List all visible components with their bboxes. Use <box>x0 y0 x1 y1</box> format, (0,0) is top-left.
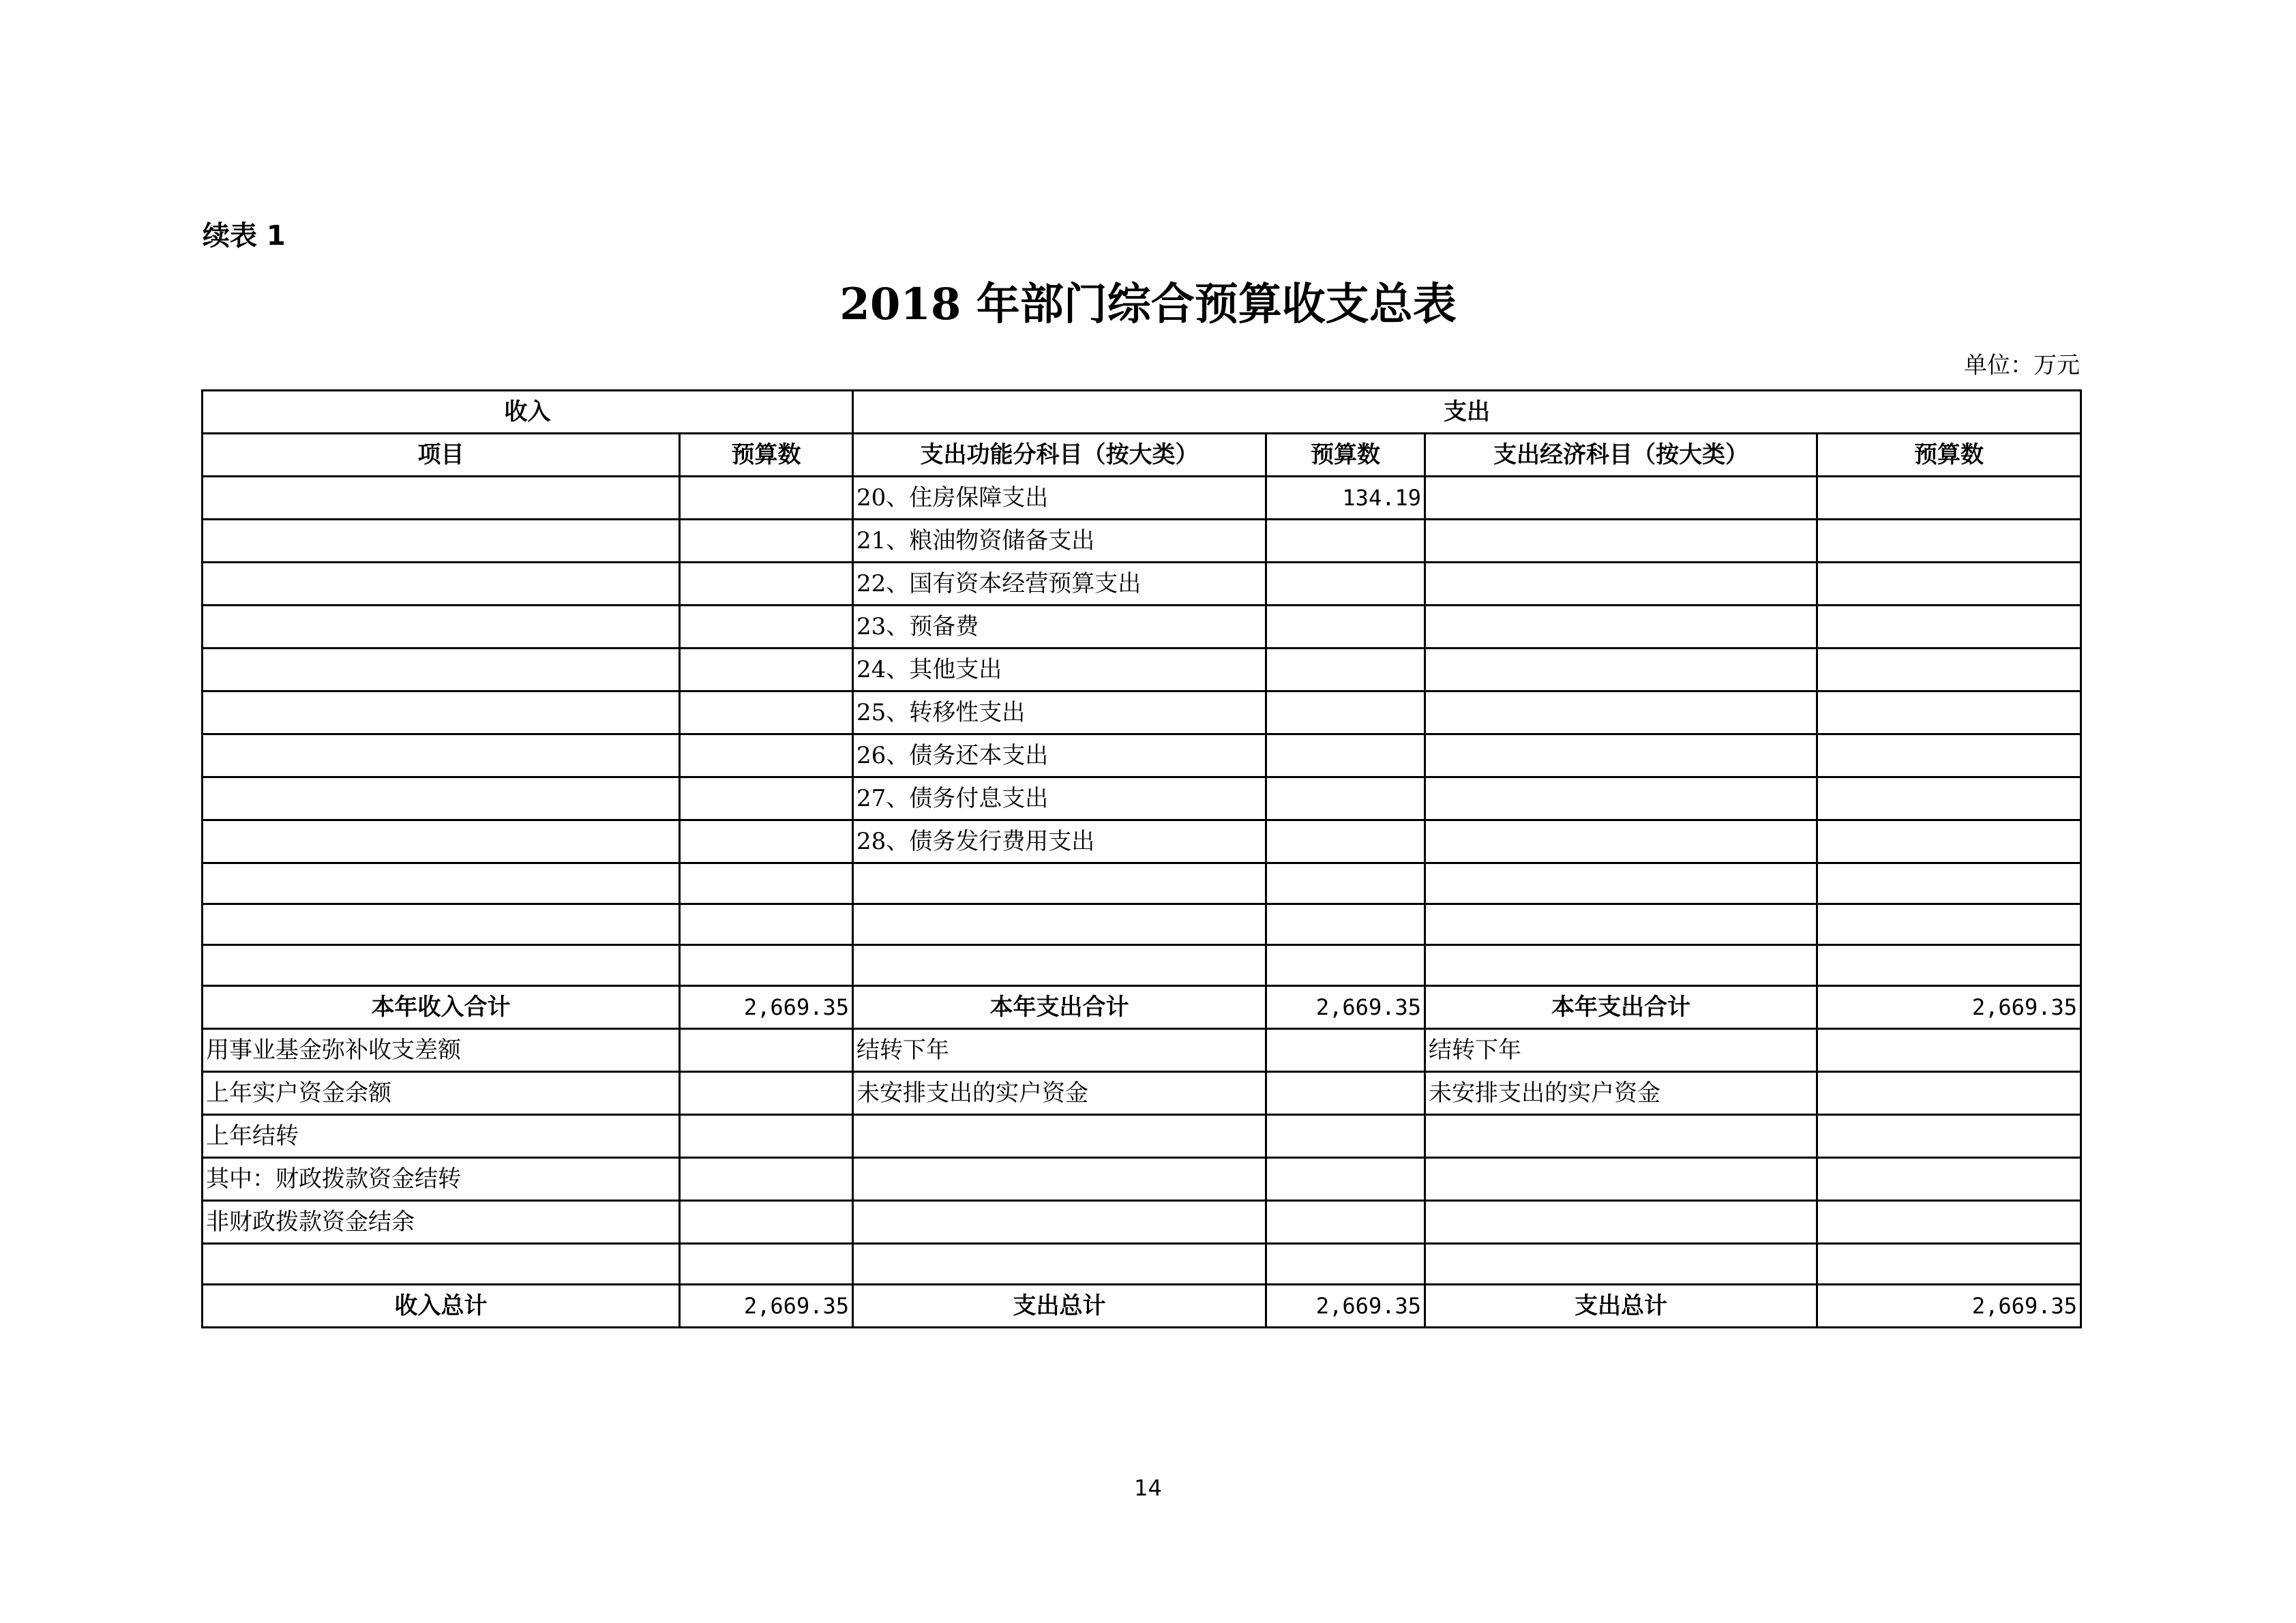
col-header-econ-amount: 预算数 <box>1817 434 2081 477</box>
col-header-func-amount: 预算数 <box>1266 434 1425 477</box>
group-header-row <box>203 391 2081 434</box>
func-item-cell <box>853 904 1266 945</box>
income-item-cell <box>203 863 680 904</box>
func-amount-cell <box>1266 1244 1425 1285</box>
func-amount-cell <box>1266 1072 1425 1115</box>
col-header-func-item: 支出功能分科目（按大类） <box>853 434 1266 477</box>
income-amount-cell <box>680 1244 853 1285</box>
income-item-cell: 上年结转 <box>203 1115 680 1158</box>
func-item-cell <box>853 1158 1266 1201</box>
income-item-cell <box>203 520 680 563</box>
econ-amount-cell <box>1817 691 2081 734</box>
func-amount-cell <box>1266 1158 1425 1201</box>
expense-group-header: 支出 <box>853 391 2081 434</box>
table-row <box>203 1201 2081 1244</box>
income-amount-cell <box>680 606 853 649</box>
income-item-cell <box>203 904 680 945</box>
table-row <box>203 820 2081 863</box>
income-amount-cell <box>680 477 853 520</box>
econ-item-cell <box>1425 691 1817 734</box>
income-amount-cell <box>680 520 853 563</box>
func-item-cell: 28、债务发行费用支出 <box>853 820 1266 863</box>
econ-amount-cell <box>1817 1029 2081 1072</box>
func-item-cell <box>853 1201 1266 1244</box>
unit-label: 单位：万元 <box>1964 352 2080 379</box>
func-item-cell <box>853 1244 1266 1285</box>
econ-item-cell <box>1425 1115 1817 1158</box>
income-amount-cell <box>680 777 853 820</box>
econ-amount-cell <box>1817 734 2081 777</box>
income-amount-cell <box>680 1201 853 1244</box>
econ-amount-cell <box>1817 1158 2081 1201</box>
income-item-cell <box>203 691 680 734</box>
econ-total-label: 本年支出合计 <box>1425 986 1817 1029</box>
func-item-cell: 23、预备费 <box>853 606 1266 649</box>
table-row <box>203 904 2081 945</box>
income-amount-cell <box>680 1115 853 1158</box>
income-amount-cell <box>680 945 853 986</box>
func-total-amount: 2,669.35 <box>1266 1285 1425 1328</box>
econ-item-cell <box>1425 863 1817 904</box>
econ-item-cell <box>1425 777 1817 820</box>
econ-amount-cell <box>1817 649 2081 691</box>
income-amount-cell <box>680 820 853 863</box>
func-amount-cell <box>1266 945 1425 986</box>
col-header-econ-item: 支出经济科目（按大类） <box>1425 434 1817 477</box>
func-item-cell <box>853 945 1266 986</box>
func-item-cell: 25、转移性支出 <box>853 691 1266 734</box>
func-amount-cell <box>1266 649 1425 691</box>
econ-amount-cell <box>1817 945 2081 986</box>
func-amount-cell <box>1266 520 1425 563</box>
income-amount-cell <box>680 649 853 691</box>
table-row <box>203 863 2081 904</box>
econ-total-amount: 2,669.35 <box>1817 986 2081 1029</box>
func-amount-cell <box>1266 1029 1425 1072</box>
income-amount-cell <box>680 691 853 734</box>
table-row <box>203 1072 2081 1115</box>
income-item-cell <box>203 945 680 986</box>
column-header-row <box>203 434 2081 477</box>
income-total-label: 收入总计 <box>203 1285 680 1328</box>
table-row <box>203 477 2081 520</box>
table-row <box>203 734 2081 777</box>
col-header-income-item: 项目 <box>203 434 680 477</box>
budget-table <box>201 389 2082 1328</box>
func-amount-cell <box>1266 820 1425 863</box>
econ-amount-cell <box>1817 1244 2081 1285</box>
func-item-cell: 26、债务还本支出 <box>853 734 1266 777</box>
page-title: 2018 年部门综合预算收支总表 <box>839 279 1457 330</box>
income-amount-cell <box>680 904 853 945</box>
income-total-amount: 2,669.35 <box>680 986 853 1029</box>
econ-item-cell: 结转下年 <box>1425 1029 1817 1072</box>
econ-amount-cell <box>1817 606 2081 649</box>
table-row <box>203 649 2081 691</box>
func-amount-cell <box>1266 904 1425 945</box>
econ-item-cell <box>1425 649 1817 691</box>
income-total-label: 本年收入合计 <box>203 986 680 1029</box>
func-amount-cell <box>1266 734 1425 777</box>
income-amount-cell <box>680 1158 853 1201</box>
econ-total-amount: 2,669.35 <box>1817 1285 2081 1328</box>
econ-amount-cell <box>1817 777 2081 820</box>
econ-item-cell <box>1425 1158 1817 1201</box>
econ-amount-cell <box>1817 863 2081 904</box>
econ-item-cell <box>1425 945 1817 986</box>
income-amount-cell <box>680 734 853 777</box>
econ-item-cell <box>1425 563 1817 606</box>
func-item-cell: 20、住房保障支出 <box>853 477 1266 520</box>
income-item-cell <box>203 477 680 520</box>
func-item-cell: 24、其他支出 <box>853 649 1266 691</box>
func-item-cell: 27、债务付息支出 <box>853 777 1266 820</box>
table-row <box>203 1158 2081 1201</box>
econ-item-cell <box>1425 820 1817 863</box>
income-item-cell <box>203 563 680 606</box>
table-row <box>203 563 2081 606</box>
econ-amount-cell <box>1817 1201 2081 1244</box>
econ-amount-cell <box>1817 820 2081 863</box>
func-item-cell <box>853 863 1266 904</box>
func-amount-cell <box>1266 777 1425 820</box>
econ-amount-cell <box>1817 904 2081 945</box>
col-header-income-amount: 预算数 <box>680 434 853 477</box>
econ-item-cell <box>1425 904 1817 945</box>
income-item-cell: 上年实户资金余额 <box>203 1072 680 1115</box>
income-item-cell <box>203 734 680 777</box>
func-amount-cell <box>1266 863 1425 904</box>
econ-item-cell <box>1425 734 1817 777</box>
func-amount-cell <box>1266 691 1425 734</box>
table-row <box>203 691 2081 734</box>
func-total-amount: 2,669.35 <box>1266 986 1425 1029</box>
page-number: 14 <box>1134 1475 1162 1501</box>
grand-total-row <box>203 1285 2081 1328</box>
income-amount-cell <box>680 1072 853 1115</box>
econ-amount-cell <box>1817 477 2081 520</box>
econ-amount-cell <box>1817 563 2081 606</box>
func-item-cell: 22、国有资本经营预算支出 <box>853 563 1266 606</box>
income-amount-cell <box>680 1029 853 1072</box>
func-amount-cell: 134.19 <box>1266 477 1425 520</box>
econ-total-label: 支出总计 <box>1425 1285 1817 1328</box>
func-amount-cell <box>1266 1201 1425 1244</box>
income-item-cell <box>203 606 680 649</box>
table-row <box>203 1244 2081 1285</box>
income-item-cell <box>203 777 680 820</box>
func-total-label: 支出总计 <box>853 1285 1266 1328</box>
income-total-amount: 2,669.35 <box>680 1285 853 1328</box>
func-amount-cell <box>1266 1115 1425 1158</box>
table-row <box>203 777 2081 820</box>
table-caption: 续表 1 <box>203 220 286 252</box>
income-item-cell <box>203 820 680 863</box>
income-item-cell <box>203 1244 680 1285</box>
func-amount-cell <box>1266 563 1425 606</box>
year-total-row <box>203 986 2081 1029</box>
econ-item-cell <box>1425 1201 1817 1244</box>
income-group-header: 收入 <box>203 391 853 434</box>
income-item-cell <box>203 649 680 691</box>
econ-amount-cell <box>1817 1115 2081 1158</box>
func-item-cell <box>853 1115 1266 1158</box>
econ-item-cell <box>1425 477 1817 520</box>
econ-item-cell <box>1425 1244 1817 1285</box>
income-item-cell: 其中：财政拨款资金结转 <box>203 1158 680 1201</box>
income-amount-cell <box>680 563 853 606</box>
table-row <box>203 945 2081 986</box>
func-item-cell: 21、粮油物资储备支出 <box>853 520 1266 563</box>
table-row <box>203 1115 2081 1158</box>
econ-item-cell <box>1425 606 1817 649</box>
func-total-label: 本年支出合计 <box>853 986 1266 1029</box>
econ-item-cell <box>1425 520 1817 563</box>
table-row <box>203 1029 2081 1072</box>
econ-amount-cell <box>1817 1072 2081 1115</box>
income-item-cell: 非财政拨款资金结余 <box>203 1201 680 1244</box>
econ-item-cell: 未安排支出的实户资金 <box>1425 1072 1817 1115</box>
func-amount-cell <box>1266 606 1425 649</box>
func-item-cell: 未安排支出的实户资金 <box>853 1072 1266 1115</box>
income-item-cell: 用事业基金弥补收支差额 <box>203 1029 680 1072</box>
econ-amount-cell <box>1817 520 2081 563</box>
func-item-cell: 结转下年 <box>853 1029 1266 1072</box>
table-row <box>203 520 2081 563</box>
table-row <box>203 606 2081 649</box>
income-amount-cell <box>680 863 853 904</box>
